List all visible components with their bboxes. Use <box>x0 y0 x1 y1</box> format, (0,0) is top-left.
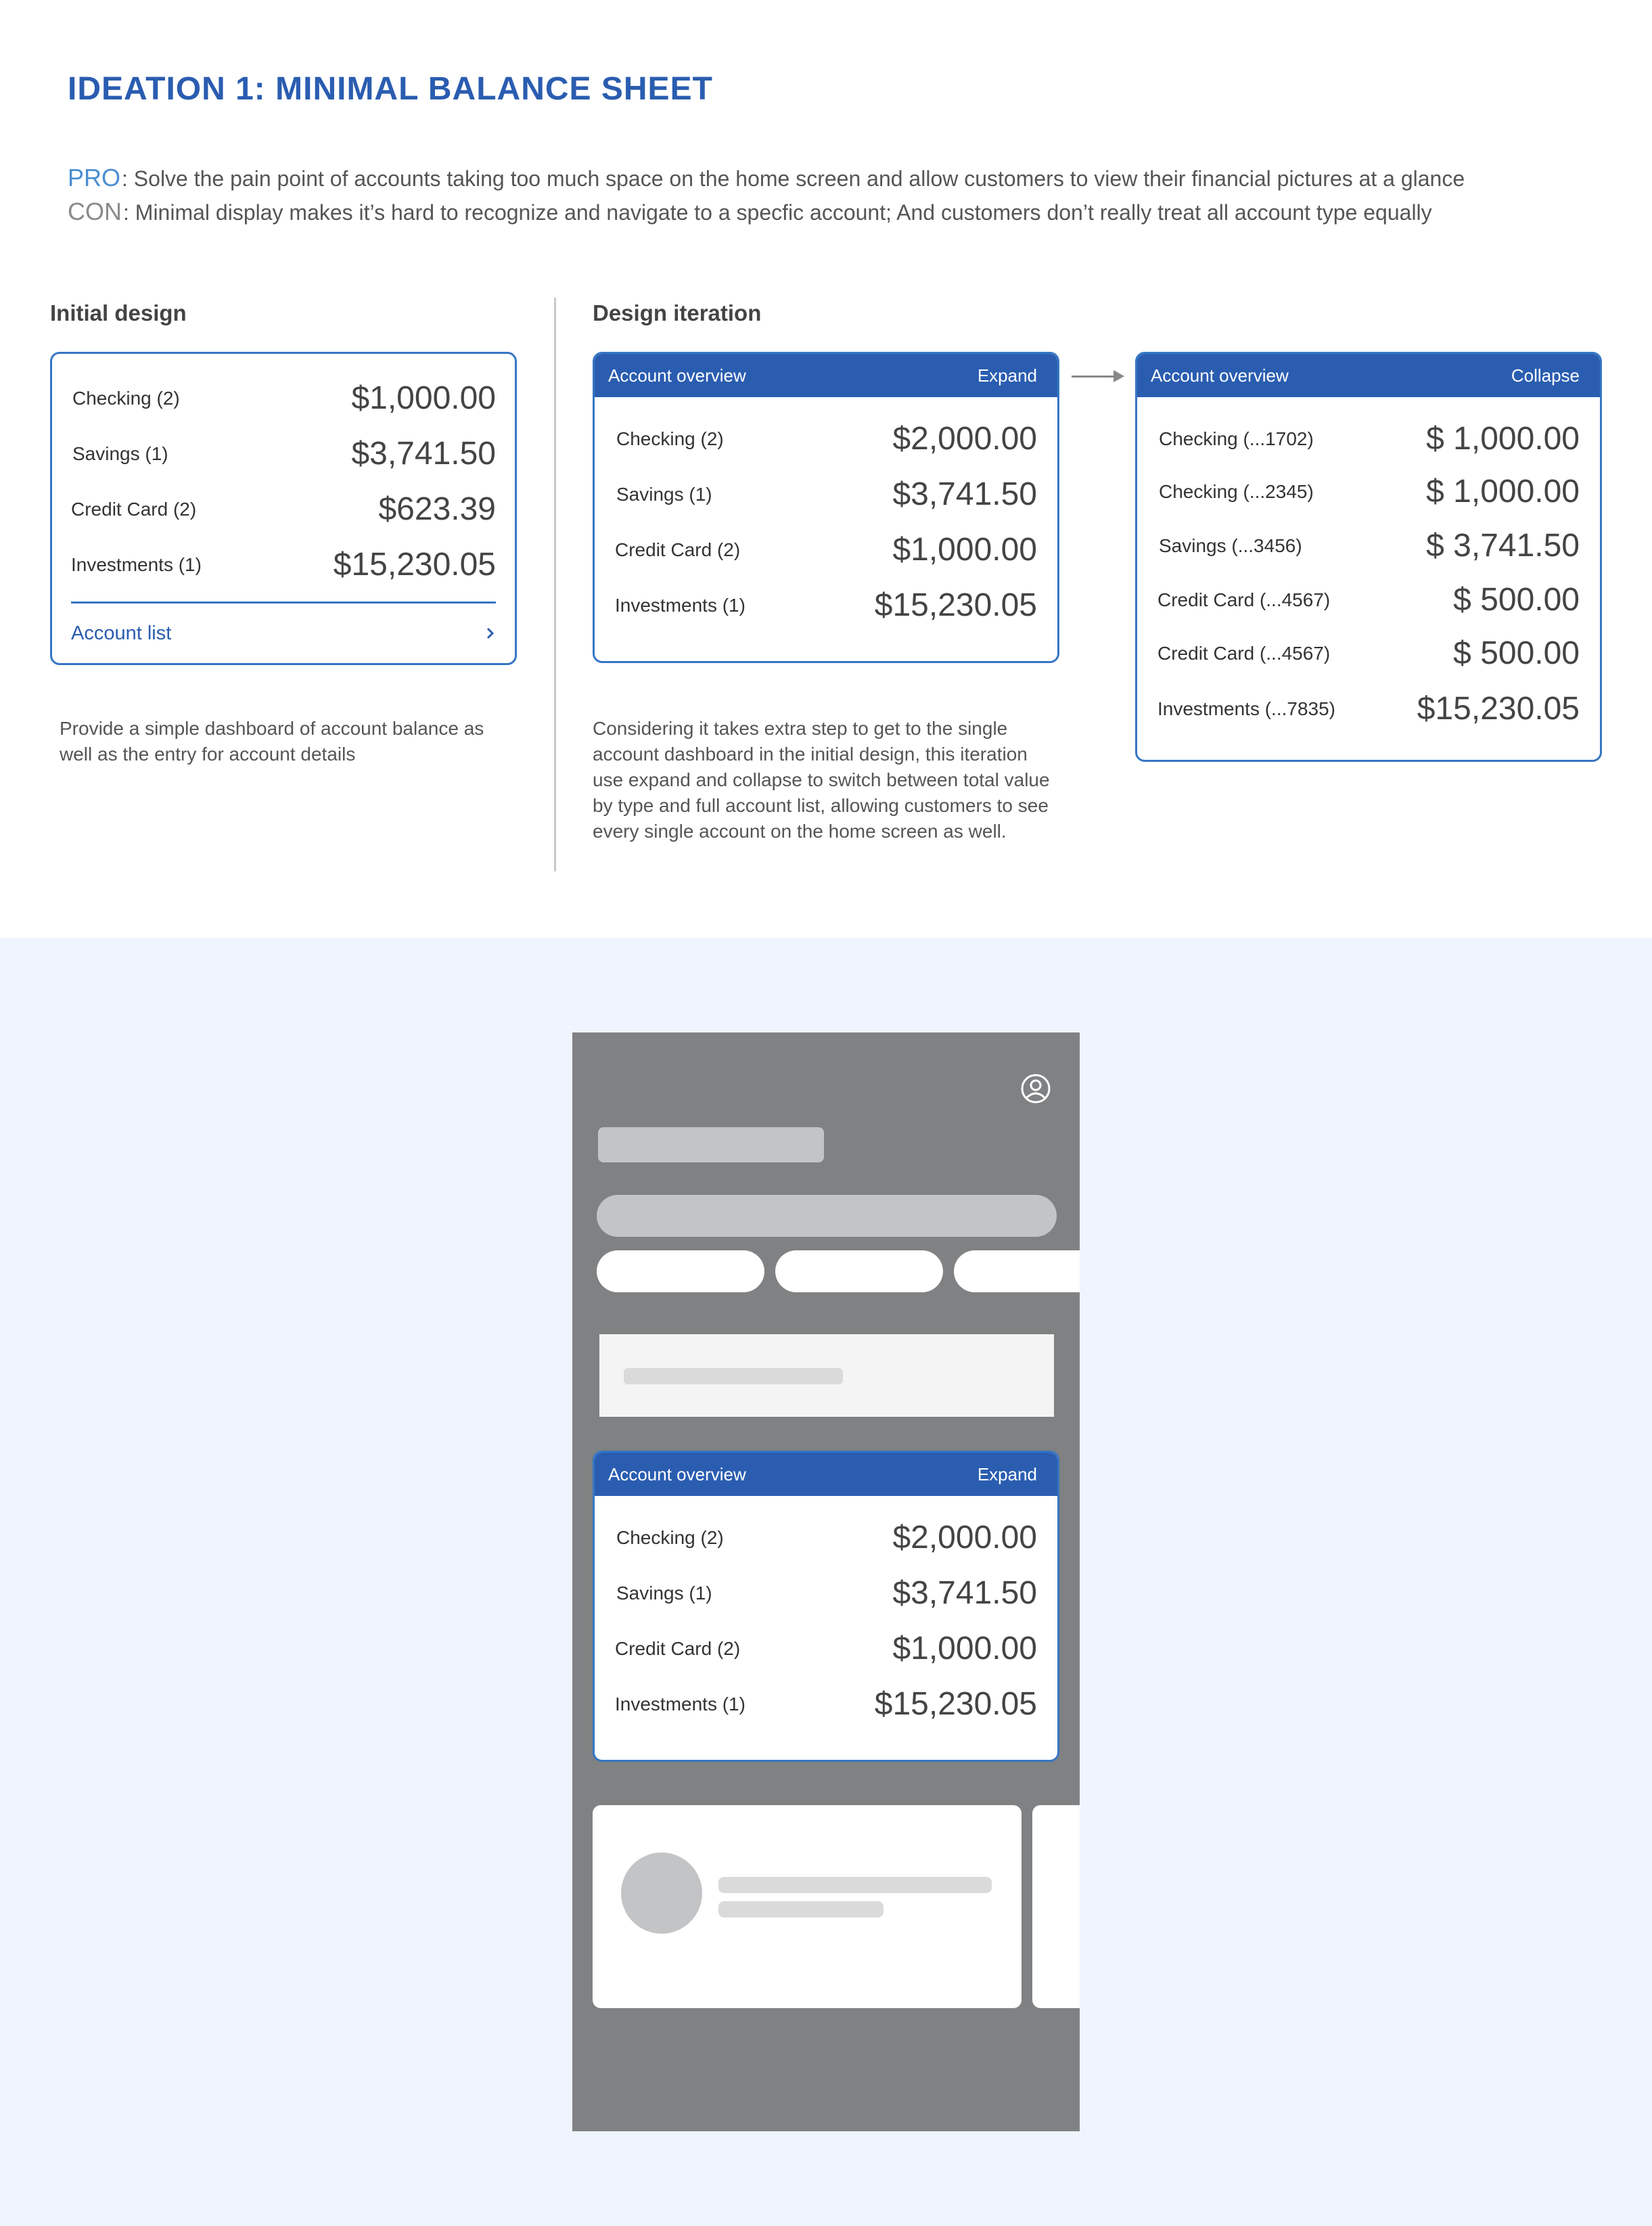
iteration-description: Considering it takes extra step to get to the single account dashboard in the initial design, this iteration use expand and collapse to switch between total value by type and full account list, allowing customers to see every single account on the home screen as well. <box>593 718 1050 842</box>
content-card-placeholder[interactable] <box>1032 1805 1080 2008</box>
account-amount: $1,000.00 <box>892 1631 1037 1666</box>
account-type-label: Credit Card (2) <box>615 539 741 560</box>
overview-card-collapsed <box>593 352 1059 663</box>
account-amount: $ 1,000.00 <box>1426 421 1580 457</box>
account-amount: $2,000.00 <box>892 1520 1037 1555</box>
section-divider <box>554 298 556 871</box>
account-type-label: Savings (1) <box>72 442 168 464</box>
account-type-label: Investments (1) <box>615 1693 745 1714</box>
account-amount: $1,000.00 <box>351 380 496 416</box>
account-row[interactable] <box>1137 635 1600 672</box>
account-amount: $1,000.00 <box>892 532 1037 568</box>
balance-row[interactable] <box>52 546 515 583</box>
balance-row[interactable] <box>595 1630 1057 1667</box>
balance-row[interactable] <box>595 531 1057 568</box>
collapse-button[interactable]: Collapse <box>1511 365 1580 386</box>
balance-row[interactable] <box>595 476 1057 513</box>
account-type-label: Credit Card (2) <box>71 498 197 520</box>
banner-placeholder[interactable] <box>599 1334 1054 1417</box>
account-list-link[interactable] <box>71 601 496 663</box>
account-type-label: Investments (1) <box>615 594 745 616</box>
banner-text-placeholder <box>624 1368 843 1384</box>
account-type-label: Checking (2) <box>72 387 180 409</box>
overview-title: Account overview <box>608 365 746 386</box>
account-label: Savings (...3456) <box>1159 535 1302 556</box>
quick-action-chip[interactable] <box>954 1250 1080 1292</box>
account-amount: $3,741.50 <box>892 1575 1037 1611</box>
balance-row[interactable] <box>595 1685 1057 1723</box>
account-amount: $3,741.50 <box>351 436 496 472</box>
account-row[interactable] <box>1137 527 1600 564</box>
user-circle-icon[interactable] <box>1020 1073 1051 1104</box>
quick-action-chip[interactable] <box>775 1250 943 1292</box>
account-row[interactable] <box>1137 690 1600 727</box>
account-amount: $15,230.05 <box>874 1686 1037 1722</box>
account-amount: $15,230.05 <box>1417 691 1580 727</box>
account-label: Credit Card (...4567) <box>1157 589 1331 610</box>
content-card-placeholder[interactable] <box>593 1805 1022 2008</box>
con-tag: CON <box>68 198 122 225</box>
account-row[interactable] <box>1137 473 1600 510</box>
account-amount: $15,230.05 <box>333 547 496 583</box>
account-label: Investments (...7835) <box>1157 698 1336 719</box>
initial-description: Provide a simple dashboard of account balance as well as the entry for account details <box>60 718 484 765</box>
overview-card-expanded <box>1135 352 1602 762</box>
account-label: Checking (...2345) <box>1159 480 1314 502</box>
account-amount: $15,230.05 <box>874 587 1037 623</box>
balance-row[interactable] <box>52 435 515 472</box>
balance-row[interactable] <box>52 491 515 528</box>
pro-text: : Solve the pain point of accounts taking too much space on the home screen and allow customers to view their financial pictures at a glance <box>122 166 1465 191</box>
account-amount: $ 500.00 <box>1453 582 1580 618</box>
transition-arrow-line <box>1072 376 1115 378</box>
overview-card-header <box>1137 354 1600 397</box>
page-title: IDEATION 1: MINIMAL BALANCE SHEET <box>68 71 713 107</box>
con-statement <box>68 198 1432 226</box>
account-amount: $ 1,000.00 <box>1426 474 1580 509</box>
initial-design-label: Initial design <box>50 300 187 325</box>
overview-title: Account overview <box>1151 365 1289 386</box>
account-row[interactable] <box>1137 420 1600 457</box>
quick-action-chip[interactable] <box>597 1250 764 1292</box>
initial-balance-card <box>50 352 517 665</box>
search-bar-placeholder[interactable] <box>597 1195 1057 1237</box>
account-amount: $2,000.00 <box>892 421 1037 457</box>
balance-row[interactable] <box>52 380 515 417</box>
account-type-label: Checking (2) <box>616 428 724 449</box>
account-label: Checking (...1702) <box>1159 428 1314 449</box>
account-amount: $623.39 <box>378 491 496 527</box>
account-amount: $ 500.00 <box>1453 635 1580 671</box>
account-type-label: Credit Card (2) <box>615 1637 741 1659</box>
phone-overview-card <box>593 1451 1059 1762</box>
greeting-placeholder <box>598 1127 824 1162</box>
avatar-placeholder <box>621 1853 702 1934</box>
account-type-label: Investments (1) <box>71 553 202 575</box>
pro-statement <box>68 164 1465 192</box>
account-row[interactable] <box>1137 581 1600 618</box>
account-type-label: Checking (2) <box>616 1526 724 1548</box>
account-type-label: Savings (1) <box>616 1582 712 1604</box>
balance-row[interactable] <box>595 1519 1057 1556</box>
con-text: : Minimal display makes it’s hard to recognize and navigate to a specfic account; And customers don’t really treat all account type equally <box>123 200 1432 225</box>
phone-mockup <box>572 1032 1080 2131</box>
expand-button[interactable]: Expand <box>977 365 1037 386</box>
balance-row[interactable] <box>595 587 1057 624</box>
balance-row[interactable] <box>595 420 1057 457</box>
chevron-right-icon <box>485 626 496 641</box>
text-line-placeholder <box>718 1901 884 1917</box>
account-label: Credit Card (...4567) <box>1157 642 1331 664</box>
pro-tag: PRO <box>68 164 121 191</box>
expand-button[interactable]: Expand <box>977 1463 1037 1484</box>
account-list-label: Account list <box>71 622 172 644</box>
arrow-right-icon <box>1114 370 1124 382</box>
account-amount: $3,741.50 <box>892 476 1037 512</box>
overview-card-header <box>595 354 1057 397</box>
overview-title: Account overview <box>608 1463 746 1484</box>
text-line-placeholder <box>718 1877 992 1893</box>
design-iteration-label: Design iteration <box>593 300 762 325</box>
balance-row[interactable] <box>595 1574 1057 1612</box>
account-type-label: Savings (1) <box>616 483 712 505</box>
account-amount: $ 3,741.50 <box>1426 528 1580 564</box>
overview-card-header <box>595 1453 1057 1496</box>
